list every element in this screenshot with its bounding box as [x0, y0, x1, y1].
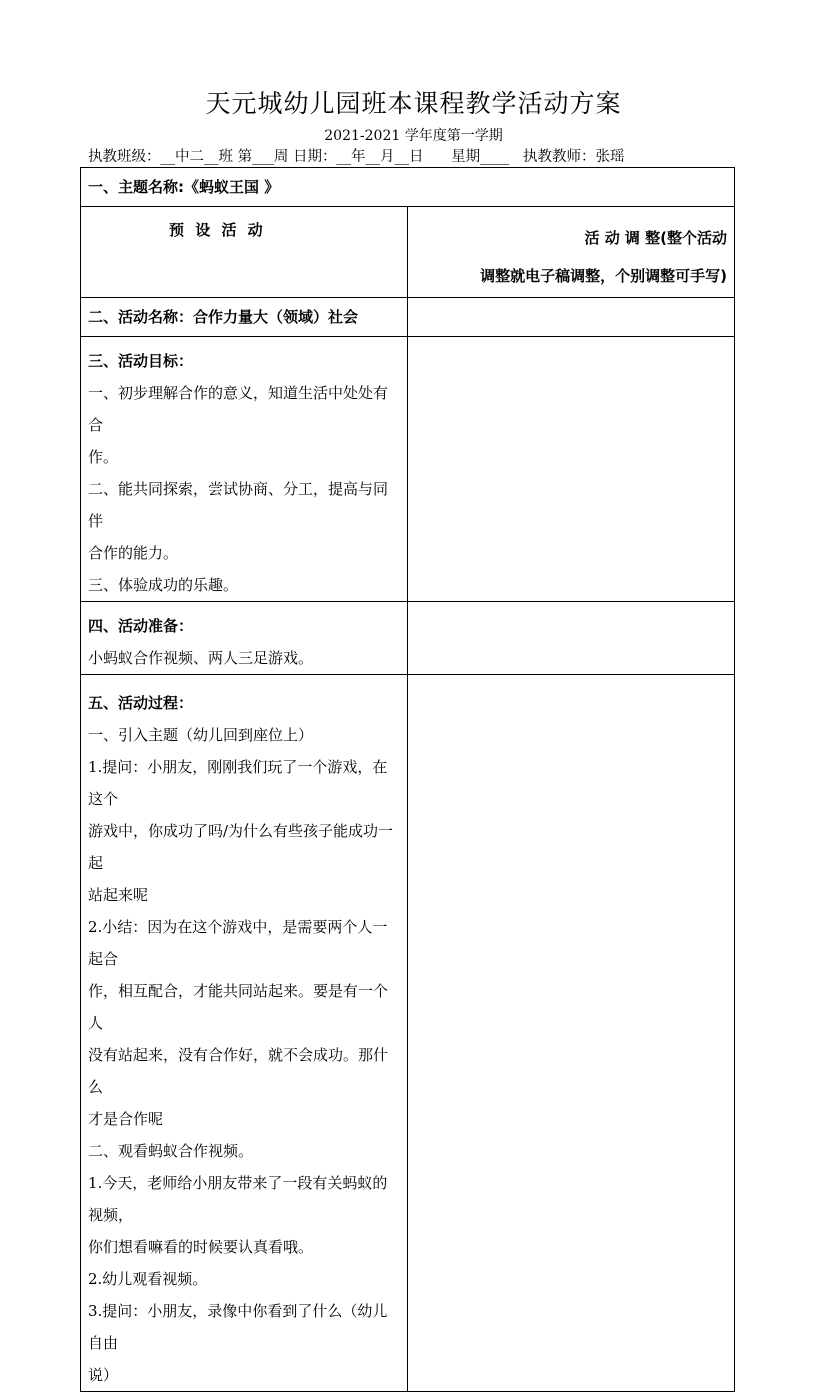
goals-row — [81, 337, 735, 602]
goal-line: 作。 — [88, 448, 119, 466]
process-heading: 五、活动过程： — [88, 694, 194, 712]
process-line: 你们想看嘛看的时候要认真看哦。 — [88, 1238, 314, 1256]
theme-cell: 一、主题名称:《蚂蚁王国 》 — [81, 168, 735, 207]
preset-activity-header: 预 设 活 动 — [81, 207, 408, 298]
class-info-line: 执教班级：__中二__班 第___周 日期：__年__月__日 星期____ 执教教师：张瑶 — [88, 149, 625, 165]
prep-row — [81, 602, 735, 675]
adjust-header-line-1: 活 动 调 整(整个活动 — [584, 229, 727, 247]
goals-cell — [81, 337, 408, 602]
process-line: 二、观看蚂蚁合作视频。 — [88, 1142, 254, 1160]
process-row — [81, 675, 735, 1392]
adjust-activity-header — [408, 207, 735, 298]
process-line: 没有站起来，没有合作好，就不会成功。那什么 — [88, 1046, 389, 1096]
prep-adjust-cell — [408, 602, 735, 675]
process-cell — [81, 675, 408, 1392]
process-line: 作，相互配合，才能共同站起来。要是有一个人 — [88, 982, 389, 1032]
goal-line: 三、体验成功的乐趣。 — [88, 576, 239, 594]
activity-name-adjust-cell — [408, 298, 735, 337]
prep-cell — [81, 602, 408, 675]
adjust-header-line-2: 调整就电子稿调整，个别调整可手写) — [480, 267, 727, 285]
process-line: 2.小结：因为在这个游戏中，是需要两个人一起合 — [88, 918, 388, 968]
prep-line: 小蚂蚁合作视频、两人三足游戏。 — [88, 649, 314, 667]
header-row — [81, 207, 735, 298]
process-line: 说） — [88, 1366, 119, 1384]
goal-line: 二、能共同探索，尝试协商、分工，提高与同伴 — [88, 480, 389, 530]
process-line: 2.幼儿观看视频。 — [88, 1270, 208, 1288]
activity-name-cell: 二、活动名称：合作力量大（领域）社会 — [81, 298, 408, 337]
process-line: 1.提问：小朋友，刚刚我们玩了一个游戏，在这个 — [88, 758, 388, 808]
semester-subtitle: 2021-2021 学年度第一学期 — [324, 128, 503, 144]
activity-name-row — [81, 298, 735, 337]
goals-heading: 三、活动目标： — [88, 352, 194, 370]
goal-line: 合作的能力。 — [88, 544, 179, 562]
process-adjust-cell — [408, 675, 735, 1392]
prep-heading: 四、活动准备： — [88, 617, 194, 635]
process-line: 才是合作呢 — [88, 1110, 164, 1128]
process-line: 站起来呢 — [88, 886, 149, 904]
goals-adjust-cell — [408, 337, 735, 602]
goal-line: 一、初步理解合作的意义，知道生活中处处有合 — [88, 384, 389, 434]
process-line: 游戏中，你成功了吗/为什么有些孩子能成功一起 — [88, 822, 394, 872]
lesson-plan-table — [80, 167, 735, 1392]
process-line: 1.今天，老师给小朋友带来了一段有关蚂蚁的视频， — [88, 1174, 388, 1224]
process-line: 一、引入主题（幼儿回到座位上） — [88, 726, 314, 744]
process-line: 3.提问：小朋友，录像中你看到了什么（幼儿自由 — [88, 1302, 388, 1352]
theme-row — [81, 168, 735, 207]
document-title: 天元城幼儿园班本课程教学活动方案 — [205, 89, 622, 118]
